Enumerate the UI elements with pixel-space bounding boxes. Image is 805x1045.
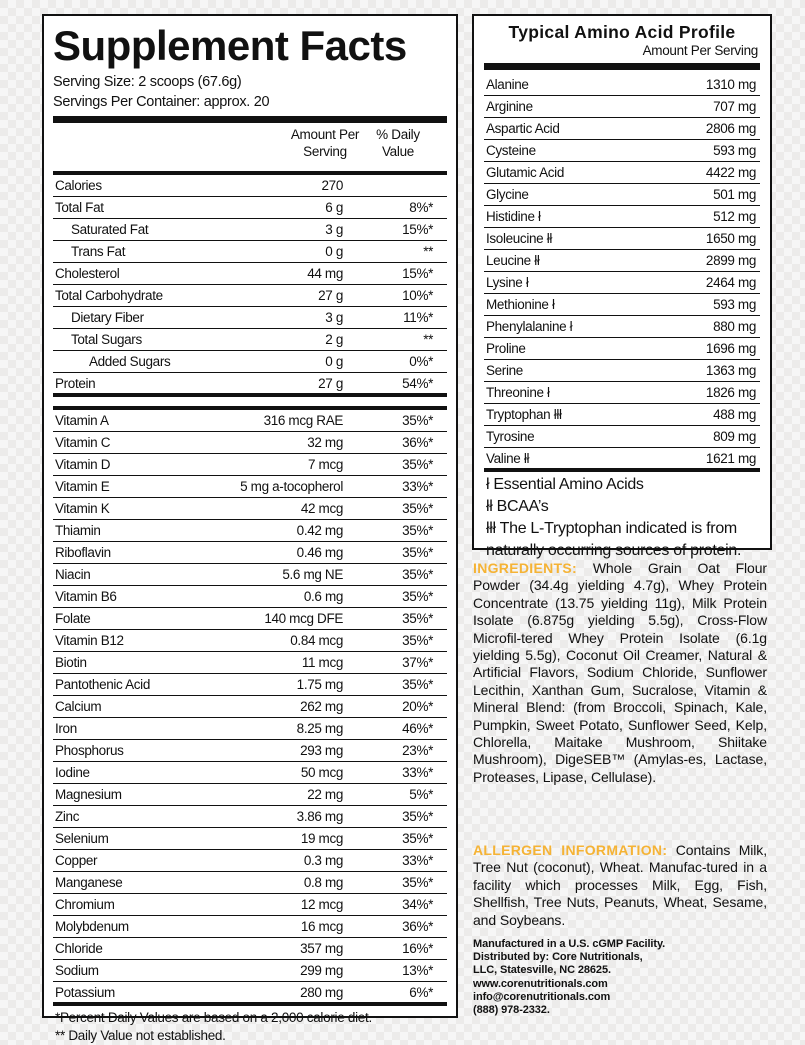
row-amount: 6 g	[325, 200, 343, 215]
footnote-daily-values: *Percent Daily Values are based on a 2,000 calorie diet.	[55, 1010, 372, 1025]
row-daily-value: 13%*	[402, 963, 433, 978]
row-name: Molybdenum	[55, 919, 129, 934]
ingredients-block	[473, 560, 767, 786]
row-amount: 2899 mg	[705, 253, 756, 268]
row-daily-value: 36%*	[402, 919, 433, 934]
supplement-facts-panel	[42, 14, 458, 1043]
row-amount: 280 mg	[300, 985, 343, 1000]
row-amount: 1363 mg	[705, 363, 756, 378]
row-name: Zinc	[55, 809, 80, 824]
nutrient-row	[53, 608, 447, 630]
ingredients-text: Whole Grain Oat Flour Powder (34.4g yielding 4.7g), Whey Protein Concentrate (13.75 yielding 11g), Milk Protein Isolate (6.875g yielding 5.5g), Cross-Flow Microfil-tered Whey Protein Isolate (6.1g yielding 5.5g), Coconut Oil Creamer, Natural & Artificial Flavors, Sodium Chloride, Sunflower Lecithin, Xanthan Gum, Sucralose, Vitamin & Mineral Blend: (from Broccoli, Spinach, Kale, Pumpkin, Sweet Potato, Sunflower Seed, Kelp, Chlorella, Maitake Mushroom, Shiitake Mushroom), DigeSEB™ (Amylas-es, Lactase, Proteases, Lipase, Cellulase).	[473, 560, 767, 785]
row-amount: 8.25 mg	[296, 721, 343, 736]
row-daily-value: 35%*	[402, 611, 433, 626]
row-name: Selenium	[55, 831, 109, 846]
nutrient-row	[53, 630, 447, 652]
row-amount: 0.42 mg	[296, 523, 343, 538]
nutrient-row	[53, 960, 447, 982]
row-amount: 293 mg	[300, 743, 343, 758]
row-daily-value: 23%*	[402, 743, 433, 758]
row-name: Potassium	[55, 985, 115, 1000]
row-daily-value: 35%*	[402, 809, 433, 824]
nutrient-row	[53, 542, 447, 564]
nutrient-row	[53, 263, 447, 285]
row-amount: 27 g	[318, 376, 343, 391]
row-amount: 5.6 mg NE	[282, 567, 343, 582]
nutrient-row	[53, 806, 447, 828]
row-amount: 809 mg	[713, 429, 756, 444]
row-name: Histidine ł	[486, 209, 541, 224]
row-name: Phenylalanine ł	[486, 319, 573, 334]
nutrient-row	[53, 454, 447, 476]
row-name: Serine	[486, 363, 523, 378]
row-amount: 44 mg	[307, 266, 343, 281]
row-name: Protein	[55, 376, 96, 391]
row-name: Phosphorus	[55, 743, 124, 758]
row-daily-value: **	[423, 332, 433, 347]
mfg-phone: (888) 978-2332.	[473, 1004, 550, 1017]
row-daily-value: 35%*	[402, 501, 433, 516]
row-name: Manganese	[55, 875, 123, 890]
row-daily-value: 35%*	[402, 677, 433, 692]
amino-row	[484, 250, 760, 272]
row-name: Vitamin E	[55, 479, 110, 494]
row-daily-value: 8%*	[409, 200, 433, 215]
row-amount: 4422 mg	[705, 165, 756, 180]
row-name: Lysine ł	[486, 275, 529, 290]
row-name: Pantothenic Acid	[55, 677, 150, 692]
supplement-facts-title: Supplement Facts	[53, 22, 407, 69]
row-name: Niacin	[55, 567, 91, 582]
row-daily-value: 54%*	[402, 376, 433, 391]
nutrient-row	[53, 520, 447, 542]
row-daily-value: 36%*	[402, 435, 433, 450]
nutrient-row	[53, 828, 447, 850]
amino-profile-title: Typical Amino Acid Profile	[508, 22, 736, 42]
nutrient-row	[53, 329, 447, 351]
amino-row	[484, 294, 760, 316]
row-name: Glutamic Acid	[486, 165, 564, 180]
row-name: Tyrosine	[486, 429, 535, 444]
row-name: Chromium	[55, 897, 115, 912]
row-amount: 0.46 mg	[296, 545, 343, 560]
row-daily-value: 33%*	[402, 765, 433, 780]
row-name: Arginine	[486, 99, 533, 114]
row-amount: 262 mg	[300, 699, 343, 714]
row-name: Saturated Fat	[71, 222, 149, 237]
row-amount: 140 mcg DFE	[264, 611, 343, 626]
nutrient-row	[53, 740, 447, 762]
serving-size: Serving Size: 2 scoops (67.6g)	[53, 74, 242, 90]
row-daily-value: 15%*	[402, 222, 433, 237]
row-amount: 1621 mg	[705, 451, 756, 466]
row-name: Dietary Fiber	[71, 310, 144, 325]
row-daily-value: 11%*	[403, 310, 433, 325]
row-amount: 22 mg	[307, 787, 343, 802]
macro-nutrient-list	[53, 175, 447, 394]
row-amount: 316 mcg RAE	[263, 413, 343, 428]
row-amount: 593 mg	[713, 143, 756, 158]
amino-row	[484, 228, 760, 250]
amino-row	[484, 162, 760, 184]
amino-row	[484, 382, 760, 404]
row-amount: 12 mcg	[300, 897, 343, 912]
nutrient-row	[53, 894, 447, 916]
row-daily-value: 35%*	[402, 875, 433, 890]
row-amount: 1.75 mg	[296, 677, 343, 692]
legend-bcaa: łł BCAA’s	[486, 498, 549, 515]
row-daily-value: 6%*	[409, 985, 433, 1000]
footnote-not-established: ** Daily Value not established.	[55, 1028, 226, 1043]
row-amount: 16 mcg	[300, 919, 343, 934]
row-amount: 3 g	[325, 222, 343, 237]
row-daily-value: 16%*	[402, 941, 433, 956]
row-name: Cysteine	[486, 143, 536, 158]
row-amount: 5 mg a-tocopherol	[240, 479, 343, 494]
legend-tryptophan: łłł The L-Tryptophan indicated is from naturally occurring sources of protein.	[486, 520, 742, 559]
row-name: Added Sugars	[89, 354, 171, 369]
amino-row	[484, 272, 760, 294]
amino-row	[484, 404, 760, 426]
row-name: Vitamin D	[55, 457, 111, 472]
row-amount: 0.8 mg	[303, 875, 343, 890]
row-amount: 1310 mg	[705, 77, 756, 92]
row-amount: 11 mcg	[301, 655, 343, 670]
row-amount: 488 mg	[713, 407, 756, 422]
row-name: Chloride	[55, 941, 103, 956]
row-amount: 0 g	[325, 354, 343, 369]
row-daily-value: 35%*	[402, 567, 433, 582]
row-name: Thiamin	[55, 523, 101, 538]
allergen-label: ALLERGEN INFORMATION:	[473, 842, 668, 858]
nutrient-row	[53, 241, 447, 263]
amino-row	[484, 426, 760, 448]
row-name: Iodine	[55, 765, 90, 780]
nutrient-row	[53, 432, 447, 454]
row-amount: 32 mg	[307, 435, 343, 450]
row-amount: 2 g	[325, 332, 343, 347]
footnotes	[53, 1006, 447, 1045]
row-amount: 2806 mg	[705, 121, 756, 136]
row-name: Iron	[55, 721, 77, 736]
row-amount: 1650 mg	[705, 231, 756, 246]
header-amount: Amount Per Serving	[290, 127, 360, 159]
nutrient-row	[53, 784, 447, 806]
row-amount: 0.3 mg	[303, 853, 343, 868]
nutrient-row	[53, 916, 447, 938]
mfg-email: info@corenutritionals.com	[473, 990, 611, 1003]
header-daily-value: % Daily Value	[376, 127, 420, 159]
row-daily-value: **	[423, 244, 433, 259]
divider-thick	[53, 116, 447, 123]
nutrient-row	[53, 564, 447, 586]
row-name: Magnesium	[55, 787, 122, 802]
row-name: Glycine	[486, 187, 529, 202]
nutrient-row	[53, 410, 447, 432]
nutrient-row	[53, 674, 447, 696]
row-name: Vitamin B12	[55, 633, 124, 648]
row-name: Copper	[55, 853, 98, 868]
row-amount: 1696 mg	[705, 341, 756, 356]
mfg-distributor: Distributed by: Core Nutritionals,	[473, 951, 643, 964]
nutrient-row	[53, 586, 447, 608]
nutrient-row	[53, 351, 447, 373]
row-amount: 27 g	[318, 288, 343, 303]
row-daily-value: 35%*	[402, 831, 433, 846]
row-name: Sodium	[55, 963, 99, 978]
row-name: Valine łł	[486, 451, 530, 466]
divider-thick	[484, 63, 760, 70]
row-name: Tryptophan łłł	[486, 407, 562, 422]
mfg-address: LLC, Statesville, NC 28625.	[473, 964, 611, 977]
row-daily-value: 33%*	[402, 853, 433, 868]
row-name: Riboflavin	[55, 545, 111, 560]
mfg-website: www.corenutritionals.com	[473, 977, 608, 990]
row-name: Cholesterol	[55, 266, 120, 281]
row-name: Vitamin A	[55, 413, 109, 428]
row-amount: 501 mg	[713, 187, 756, 202]
row-daily-value: 5%*	[409, 787, 433, 802]
amino-profile-subtitle: Amount Per Serving	[642, 43, 758, 58]
nutrient-row	[53, 696, 447, 718]
amino-row	[484, 360, 760, 382]
row-daily-value: 20%*	[402, 699, 433, 714]
row-amount: 357 mg	[300, 941, 343, 956]
nutrient-row	[53, 285, 447, 307]
row-amount: 299 mg	[300, 963, 343, 978]
row-amount: 0 g	[325, 244, 343, 259]
manufacturer-info	[473, 938, 767, 1017]
row-daily-value: 35%*	[402, 545, 433, 560]
nutrient-row	[53, 850, 447, 872]
row-name: Methionine ł	[486, 297, 555, 312]
row-name: Biotin	[55, 655, 87, 670]
nutrient-row	[53, 938, 447, 960]
row-amount: 880 mg	[713, 319, 756, 334]
row-amount: 3.86 mg	[296, 809, 343, 824]
amino-acid-list	[484, 74, 760, 469]
mfg-facility: Manufactured in a U.S. cGMP Facility.	[473, 938, 666, 950]
row-name: Total Carbohydrate	[55, 288, 163, 303]
row-amount: 19 mcg	[300, 831, 343, 846]
row-name: Trans Fat	[71, 244, 126, 259]
row-name: Vitamin K	[55, 501, 110, 516]
nutrient-row	[53, 219, 447, 241]
row-daily-value: 33%*	[402, 479, 433, 494]
row-name: Proline	[486, 341, 526, 356]
amino-row	[484, 96, 760, 118]
row-amount: 270	[321, 178, 343, 193]
nutrient-row	[53, 175, 447, 197]
amino-row	[484, 140, 760, 162]
micro-nutrient-list	[53, 410, 447, 1003]
nutrient-row	[53, 718, 447, 740]
nutrient-row	[53, 476, 447, 498]
amino-row	[484, 74, 760, 96]
row-daily-value: 35%*	[402, 633, 433, 648]
row-name: Folate	[55, 611, 91, 626]
row-name: Vitamin B6	[55, 589, 117, 604]
legend-essential: ł Essential Amino Acids	[486, 476, 644, 493]
allergen-text: Contains Milk, Tree Nut (coconut), Wheat. Manufac-tured in a facility which processes Milk, Egg, Fish, Shellfish, Tree Nuts, Peanuts, Wheat, Sesame, and Soybeans.	[473, 842, 767, 928]
row-amount: 7 mcg	[307, 457, 343, 472]
column-header	[53, 123, 447, 171]
nutrient-row	[53, 762, 447, 784]
row-daily-value: 35%*	[402, 457, 433, 472]
amino-row	[484, 206, 760, 228]
row-daily-value: 35%*	[402, 413, 433, 428]
row-amount: 512 mg	[713, 209, 756, 224]
row-amount: 0.84 mcg	[290, 633, 343, 648]
row-amount: 2464 mg	[705, 275, 756, 290]
nutrient-row	[53, 307, 447, 329]
nutrient-row	[53, 197, 447, 219]
nutrient-row	[53, 982, 447, 1003]
row-daily-value: 15%*	[402, 266, 433, 281]
row-amount: 593 mg	[713, 297, 756, 312]
row-daily-value: 37%*	[402, 655, 433, 670]
nutrient-row	[53, 652, 447, 674]
row-amount: 707 mg	[713, 99, 756, 114]
row-daily-value: 10%*	[402, 288, 433, 303]
row-daily-value: 0%*	[409, 354, 433, 369]
ingredients-label: INGREDIENTS:	[473, 560, 577, 576]
amino-row	[484, 448, 760, 469]
row-amount: 50 mcg	[300, 765, 343, 780]
row-daily-value: 46%*	[402, 721, 433, 736]
row-amount: 3 g	[325, 310, 343, 325]
row-name: Isoleucine łł	[486, 231, 552, 246]
row-name: Total Sugars	[71, 332, 142, 347]
row-name: Aspartic Acid	[486, 121, 560, 136]
amino-row	[484, 338, 760, 360]
row-amount: 42 mcg	[300, 501, 343, 516]
row-daily-value: 35%*	[402, 589, 433, 604]
row-daily-value: 35%*	[402, 523, 433, 538]
row-amount: 0.6 mg	[303, 589, 343, 604]
allergen-block	[473, 842, 767, 929]
row-amount: 1826 mg	[705, 385, 756, 400]
nutrient-row	[53, 872, 447, 894]
row-name: Alanine	[486, 77, 529, 92]
nutrient-row	[53, 498, 447, 520]
nutrient-row	[53, 373, 447, 394]
amino-legend	[484, 472, 760, 562]
amino-row	[484, 118, 760, 140]
servings-per-container: Servings Per Container: approx. 20	[53, 94, 270, 110]
amino-row	[484, 184, 760, 206]
row-name: Calories	[55, 178, 102, 193]
row-name: Calcium	[55, 699, 102, 714]
amino-row	[484, 316, 760, 338]
row-name: Leucine łł	[486, 253, 540, 268]
amino-acid-profile-panel	[472, 14, 772, 559]
row-name: Total Fat	[55, 200, 104, 215]
row-name: Threonine ł	[486, 385, 550, 400]
row-name: Vitamin C	[55, 435, 111, 450]
row-daily-value: 34%*	[402, 897, 433, 912]
